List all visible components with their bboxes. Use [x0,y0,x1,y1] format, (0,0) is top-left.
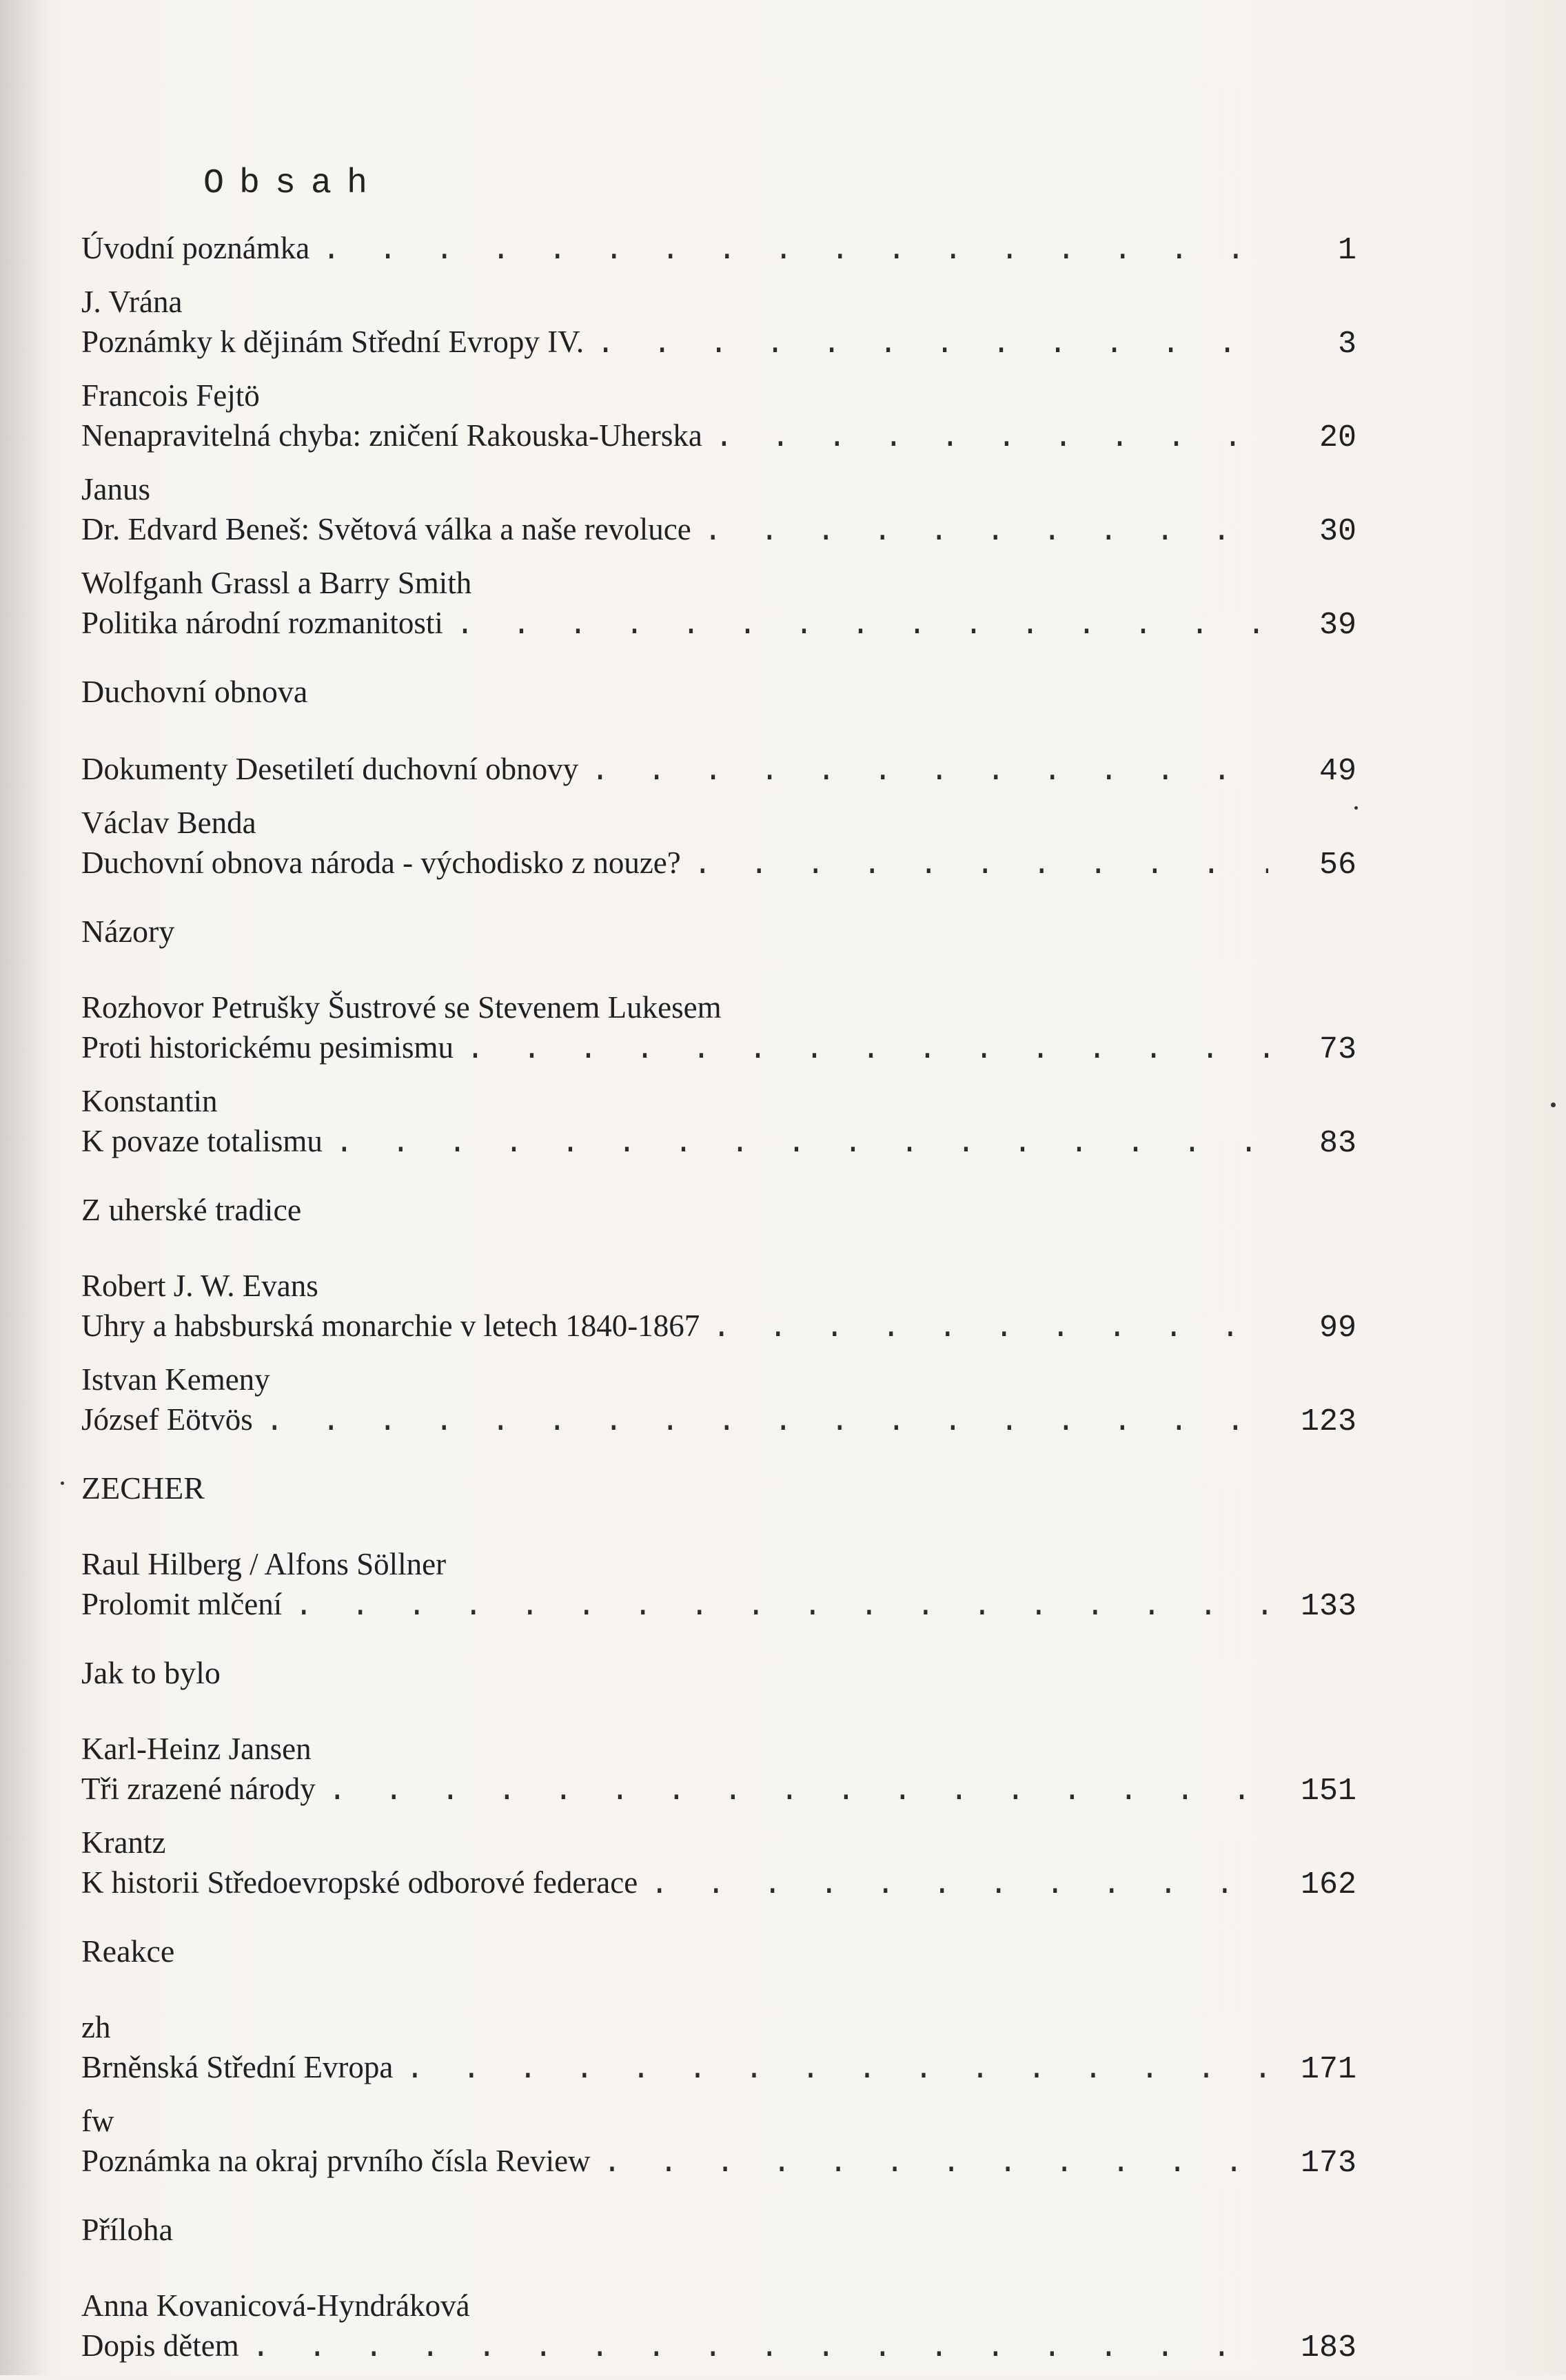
dot-leaders [466,1029,1268,1071]
entry-title-line [81,1399,1356,1440]
section-title: Z uherské tradice [81,1192,302,1227]
entry-title-line [81,842,1356,883]
section-title: Jak to bylo [81,1655,221,1690]
entry-author: Karl-Heinz Jansen [81,1732,312,1766]
toc-entry [81,988,1356,1068]
entry-title-line [81,1120,1356,1162]
entry-title: Duchovní obnova národa - východisko z nouze? [81,845,681,880]
scan-speck [61,1481,64,1485]
section-title: ZECHER [81,1470,205,1506]
entry-title: Brněnská Střední Evropa [81,2050,394,2084]
entry-page-number: 3 [1337,327,1356,362]
page-edge-shadow [0,0,48,2375]
entry-page-number: 73 [1319,1032,1356,1067]
entry-title: Poznámka na okraj prvního čísla Review [81,2144,591,2178]
dot-leaders [405,2049,1268,2091]
entry-title-line [81,1768,1356,1809]
scan-speck [1354,806,1358,810]
entry-title-line [81,227,1356,269]
entry-author: Krantz [81,1825,166,1860]
entry-title: K historii Středoevropské odborové federace [81,1865,638,1900]
entry-page-number: 49 [1319,754,1356,789]
entry-author: Konstantin [81,1084,218,1118]
dot-leaders [322,230,1268,271]
entry-title: Poznámky k dějinám Střední Evropy IV. [81,325,584,359]
entry-page-number: 30 [1319,514,1356,549]
entry-title: Dokumenty Desetiletí duchovní obnovy [81,752,579,786]
entry-author: Wolfganh Grassl a Barry Smith [81,566,472,600]
dot-leaders [712,1308,1268,1349]
dot-leaders [693,845,1268,886]
section-title: Duchovní obnova [81,674,308,709]
toc-entry [81,2286,1356,2366]
entry-author: Anna Kovanicová-Hyndráková [81,2288,470,2323]
entry-page-number: 20 [1319,420,1356,455]
entry-title-line [81,602,1356,644]
entry-page-number: 173 [1300,2146,1356,2181]
entry-title: Dopis dětem [81,2328,239,2363]
entry-title-line [81,2325,1356,2366]
entry-page-number: 39 [1319,608,1356,643]
entry-title: Proti historickému pesimismu [81,1030,454,1065]
entry-author: Francois Fejtö [81,378,260,413]
toc-entry [81,748,1356,790]
entry-page-number: 123 [1300,1404,1356,1439]
toc-entry [81,2008,1356,2088]
entry-title-line [81,1027,1356,1068]
entry-title: Uhry a habsburská monarchie v letech 1840-1867 [81,1309,700,1343]
dot-leaders [456,605,1268,646]
entry-title-line [81,1583,1356,1625]
dot-leaders [328,1771,1268,1812]
entry-page-number: 133 [1300,1589,1356,1624]
entry-title: Prolomit mlčení [81,1587,283,1621]
entry-author: Raul Hilberg / Alfons Söllner [81,1547,447,1581]
section-title: Názory [81,914,175,949]
toc-entry [81,1360,1356,1440]
dot-leaders [265,1402,1268,1443]
table-of-contents [81,227,1356,2380]
toc-entry [81,564,1356,644]
entry-title: Dr. Edvard Beneš: Světová válka a naše revoluce [81,512,691,546]
entry-author: Robert J. W. Evans [81,1269,318,1303]
toc-entry [81,1082,1356,1162]
entry-page-number: 83 [1319,1126,1356,1161]
entry-author: J. Vrána [81,285,183,319]
toc-entry [81,803,1356,883]
dot-leaders [603,2143,1268,2184]
entry-author: Istvan Kemeny [81,1362,270,1397]
dot-leaders [591,751,1268,792]
toc-entry [81,470,1356,550]
entry-author: fw [81,2104,114,2138]
toc-entry [81,227,1356,269]
scan-speck [1551,1102,1556,1107]
entry-title: K povaze totalismu [81,1124,323,1158]
entry-title-line [81,1305,1356,1346]
dot-leaders [650,1865,1268,1906]
entry-title-line [81,2140,1356,2182]
entry-page-number: 99 [1319,1311,1356,1346]
entry-title-line [81,2046,1356,2088]
entry-page-number: 151 [1300,1774,1356,1809]
toc-entry [81,1730,1356,1809]
entry-author: Rozhovor Petrušky Šustrové se Stevenem Lukesem [81,990,722,1025]
dot-leaders [252,2328,1268,2369]
page-heading: Obsah [203,164,383,203]
entry-author: Janus [81,472,150,506]
section-title: Příloha [81,2212,173,2247]
toc-entry [81,1266,1356,1346]
dot-leaders [704,511,1268,553]
entry-title: Politika národní rozmanitosti [81,606,443,640]
entry-page-number: 1 [1337,233,1356,268]
entry-title-line [81,748,1356,790]
dot-leaders [596,324,1268,365]
entry-title: József Eötvös [81,1402,253,1437]
section-title: Reakce [81,1933,175,1969]
toc-entry [81,283,1356,362]
entry-page-number: 162 [1300,1867,1356,1902]
entry-page-number: 183 [1300,2330,1356,2366]
entry-title: Nenapravitelná chyba: zničení Rakouska-Uherska [81,418,702,453]
entry-page-number: 56 [1319,848,1356,883]
entry-title-line [81,509,1356,550]
entry-author: zh [81,2010,111,2044]
dot-leaders [294,1586,1268,1628]
entry-page-number: 171 [1300,2052,1356,2087]
toc-entry [81,2102,1356,2182]
entry-title: Tři zrazené národy [81,1772,316,1806]
entry-title-line [81,321,1356,362]
toc-entry [81,1823,1356,1903]
dot-leaders [335,1123,1268,1165]
entry-title-line [81,415,1356,456]
entry-title: Úvodní poznámka [81,231,310,265]
toc-entry [81,376,1356,456]
dot-leaders [715,418,1268,459]
entry-title-line [81,1862,1356,1903]
entry-author: Václav Benda [81,806,256,840]
toc-entry [81,1545,1356,1625]
